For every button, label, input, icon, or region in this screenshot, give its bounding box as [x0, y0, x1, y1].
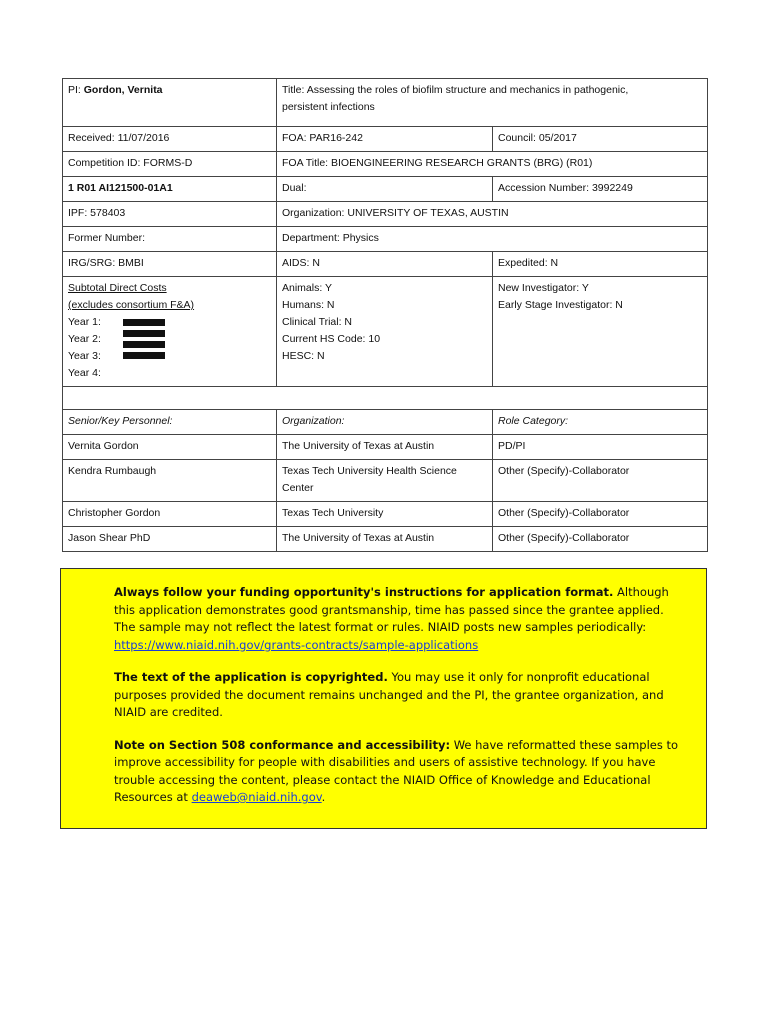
- personnel-name: Jason Shear PhD: [63, 527, 277, 552]
- personnel-org: The University of Texas at Austin: [277, 435, 493, 460]
- hesc-flag: HESC: N: [282, 350, 325, 362]
- former-number-row: [63, 227, 708, 252]
- accessibility-notice-heading: Note on Section 508 conformance and accessibility:: [114, 737, 451, 752]
- format-notice-text: Although this application demonstrates good grantsmanship, time has passed since the grantee applied. The sample may not reflect the latest format or rules. NIAID posts new samples periodically:: [114, 585, 669, 634]
- personnel-header-name: Senior/Key Personnel:: [63, 410, 277, 435]
- competition-id-cell: Competition ID: FORMS-D: [63, 152, 277, 177]
- redaction-bar: [123, 330, 165, 337]
- foa-title-cell: FOA Title: BIOENGINEERING RESEARCH GRANTS (BRG) (R01): [277, 152, 708, 177]
- year-4-label: Year 4:: [68, 367, 101, 379]
- personnel-name: Christopher Gordon: [63, 502, 277, 527]
- format-notice: [114, 584, 688, 654]
- year-1-label: Year 1:: [68, 316, 101, 328]
- department-cell: Department: Physics: [277, 227, 708, 252]
- new-investigator-flag: New Investigator: Y: [498, 282, 589, 294]
- grant-number-row: [63, 177, 708, 202]
- personnel-org: The University of Texas at Austin: [277, 527, 493, 552]
- personnel-org-cell: [277, 460, 493, 502]
- irg-row: [63, 252, 708, 277]
- title-line-1: Title: Assessing the roles of biofilm structure and mechanics in pathogenic,: [282, 84, 629, 96]
- dual-cell: Dual:: [277, 177, 493, 202]
- personnel-role: Other (Specify)-Collaborator: [493, 527, 708, 552]
- costs-cell: [63, 277, 277, 387]
- personnel-role: Other (Specify)-Collaborator: [493, 502, 708, 527]
- format-notice-heading: Always follow your funding opportunity's instructions for application format.: [114, 585, 614, 599]
- pi-name: Gordon, Vernita: [83, 84, 163, 96]
- early-stage-flag: Early Stage Investigator: N: [498, 299, 623, 311]
- accessibility-notice-text: We have reformatted these samples to improve accessibility for people with disabilities and users of assistive technology. If you have trouble accessing the content, please contact the NIAID Office of Knowledge and Educational Resources at: [114, 737, 679, 804]
- accessibility-notice-end: .: [321, 790, 326, 804]
- competition-row: [63, 152, 708, 177]
- ipf-row: [63, 202, 708, 227]
- personnel-role: PD/PI: [493, 435, 708, 460]
- pi-row: [63, 79, 708, 127]
- flags-cell: [277, 277, 493, 387]
- former-number-cell: Former Number:: [63, 227, 277, 252]
- received-row: [63, 127, 708, 152]
- investigator-cell: [493, 277, 708, 387]
- notice-box: [60, 568, 707, 829]
- irg-srg-cell: IRG/SRG: BMBI: [63, 252, 277, 277]
- organization-cell: Organization: UNIVERSITY OF TEXAS, AUSTIN: [277, 202, 708, 227]
- personnel-header-row: [63, 410, 708, 435]
- humans-flag: Humans: N: [282, 299, 335, 311]
- received-cell: Received: 11/07/2016: [63, 127, 277, 152]
- table-row: [63, 435, 708, 460]
- clinical-trial-flag: Clinical Trial: N: [282, 316, 353, 328]
- excludes-label: (excludes consortium F&A): [68, 299, 195, 311]
- grant-number-cell: 1 R01 AI121500-01A1: [63, 177, 277, 202]
- deaweb-email-link[interactable]: deaweb@niaid.nih.gov: [191, 790, 322, 804]
- ipf-cell: IPF: 578403: [63, 202, 277, 227]
- personnel-name: Kendra Rumbaugh: [63, 460, 277, 502]
- spacer-row: [63, 387, 708, 410]
- foa-cell: FOA: PAR16-242: [277, 127, 493, 152]
- redaction-bar: [123, 352, 165, 359]
- redaction-bar: [123, 319, 165, 326]
- hs-code-flag: Current HS Code: 10: [282, 333, 381, 345]
- table-row: [63, 502, 708, 527]
- year-costs: [68, 314, 271, 382]
- year-3-label: Year 3:: [68, 350, 101, 362]
- personnel-role: Other (Specify)-Collaborator: [493, 460, 708, 502]
- personnel-header-org: Organization:: [277, 410, 493, 435]
- accession-cell: Accession Number: 3992249: [493, 177, 708, 202]
- title-cell: [277, 79, 708, 127]
- accessibility-notice: [114, 737, 688, 807]
- spacer-cell: [63, 387, 708, 410]
- personnel-org: Texas Tech University: [277, 502, 493, 527]
- grant-summary-table: [62, 78, 708, 552]
- animals-flag: Animals: Y: [282, 282, 332, 294]
- copyright-notice: [114, 669, 688, 722]
- sample-applications-link[interactable]: https://www.niaid.nih.gov/grants-contracts/sample-applications: [114, 637, 479, 652]
- pi-label: PI:: [68, 84, 81, 96]
- table-row: [63, 460, 708, 502]
- costs-row: [63, 277, 708, 387]
- copyright-notice-heading: The text of the application is copyrighted.: [114, 670, 388, 684]
- council-cell: Council: 05/2017: [493, 127, 708, 152]
- redaction-bar: [123, 341, 165, 348]
- personnel-org-line-2: Center: [282, 482, 314, 494]
- year-2-label: Year 2:: [68, 333, 101, 345]
- expedited-cell: Expedited: N: [493, 252, 708, 277]
- table-row: [63, 527, 708, 552]
- redacted-amounts: [123, 314, 165, 382]
- subtotal-label: Subtotal Direct Costs: [68, 282, 167, 294]
- personnel-org: Texas Tech University Health Science: [282, 465, 457, 477]
- personnel-header-role: Role Category:: [493, 410, 708, 435]
- personnel-name: Vernita Gordon: [63, 435, 277, 460]
- pi-cell: [63, 79, 277, 127]
- copyright-notice-text: You may use it only for nonprofit educational purposes provided the document remains unchanged and the PI, the grantee organization, and NIAID are credited.: [114, 670, 664, 719]
- aids-cell: AIDS: N: [277, 252, 493, 277]
- title-line-2: persistent infections: [282, 101, 375, 113]
